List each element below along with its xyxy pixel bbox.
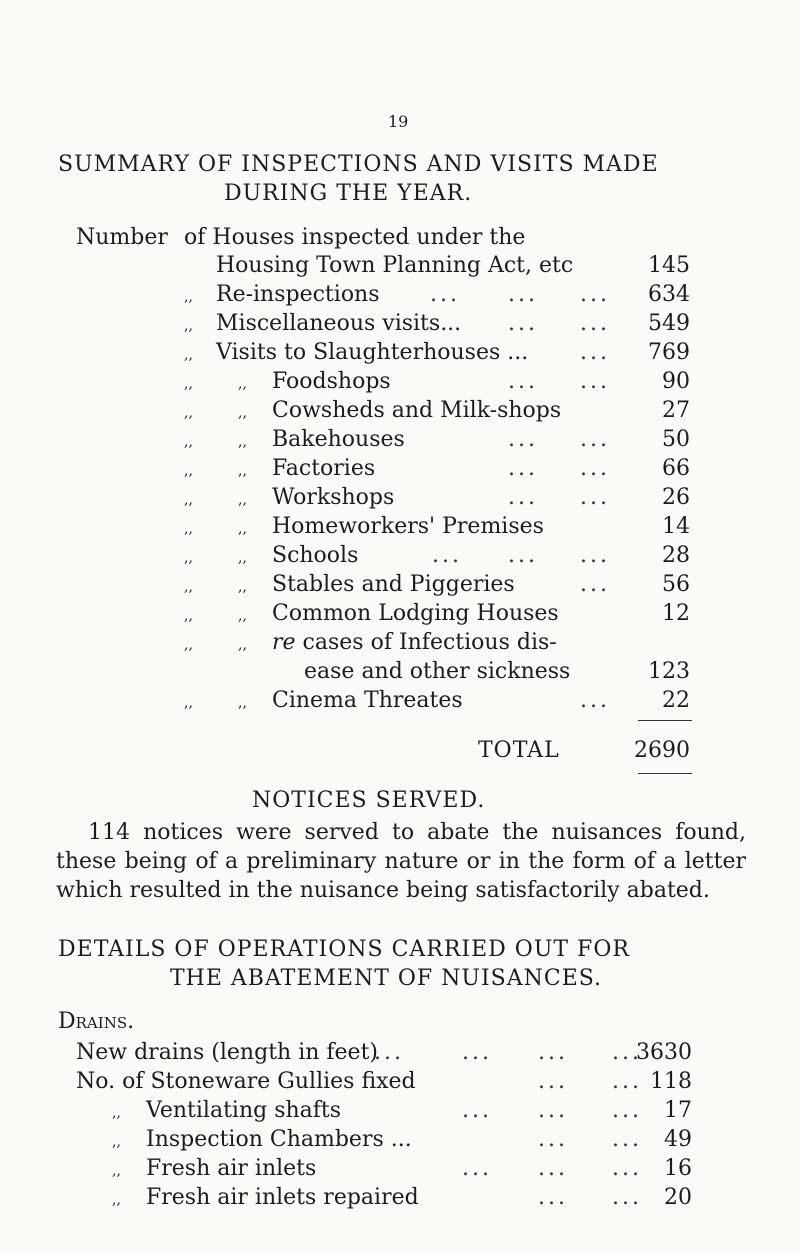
summary-item-label: Miscellaneous visits...: [216, 311, 462, 336]
summary-item-label: Cowsheds and Milk-shops: [272, 398, 562, 423]
summary-item-label-line2: ease and other sickness: [304, 659, 571, 684]
ditto-mark: ,,: [238, 579, 247, 595]
ditto-mark: ,,: [184, 550, 193, 566]
detail-row-value: 3630: [636, 1040, 692, 1065]
details-title-line2: THE ABATEMENT OF NUISANCES.: [170, 966, 603, 991]
summary-title-line2: DURING THE YEAR.: [224, 181, 473, 206]
summary-item-value: 56: [662, 572, 690, 597]
leader-dots: ...: [538, 1098, 568, 1123]
leader-dots: ...: [612, 1156, 642, 1181]
ditto-mark: ,,: [238, 550, 247, 566]
ditto-mark: ,,: [238, 695, 247, 711]
detail-row-value: 16: [664, 1156, 692, 1181]
ditto-mark: ,,: [184, 376, 193, 392]
summary-item-value: 549: [648, 311, 690, 336]
leader-dots: ...: [462, 1156, 492, 1181]
leader-dots: ...: [432, 543, 462, 568]
ditto-mark: ,,: [238, 521, 247, 537]
drains-heading: Drains.: [58, 1009, 135, 1034]
leader-dots: ...: [612, 1040, 642, 1065]
ditto-mark: ,,: [184, 608, 193, 624]
ditto-mark: ,,: [112, 1134, 121, 1150]
ditto-mark: ,,: [238, 492, 247, 508]
leader-dots: ...: [508, 311, 538, 336]
leader-dots: ...: [430, 282, 460, 307]
summary-item-label: Common Lodging Houses: [272, 601, 559, 626]
summary-item-value: 27: [662, 398, 690, 423]
ditto-mark: ,,: [112, 1163, 121, 1179]
leader-dots: ...: [580, 340, 610, 365]
summary-item-label: Homeworkers' Premises: [272, 514, 544, 539]
leader-dots: ...: [508, 456, 538, 481]
ditto-mark: ,,: [238, 405, 247, 421]
leader-dots: ...: [580, 311, 610, 336]
summary-item-label: Stables and Piggeries: [272, 572, 515, 597]
ditto-mark: ,,: [238, 434, 247, 450]
leader-dots: ...: [538, 1069, 568, 1094]
detail-row-value: 17: [664, 1098, 692, 1123]
ditto-mark: ,,: [112, 1105, 121, 1121]
houses-inspected-line2: Housing Town Planning Act, etc: [216, 253, 574, 278]
summary-item-value: 14: [662, 514, 690, 539]
detail-row-value: 20: [664, 1185, 692, 1210]
leader-dots: ...: [612, 1098, 642, 1123]
total-label: TOTAL: [478, 738, 560, 763]
ditto-mark: ,,: [184, 434, 193, 450]
notices-paragraph: 114 notices were served to abate the nuisances found, these being of a preliminary nature or in the form of a letter which resulted in the nuisance being satisfactorily abated.: [56, 820, 746, 903]
notices-title: NOTICES SERVED.: [252, 788, 486, 813]
ditto-mark: ,,: [184, 318, 193, 334]
ditto-mark: ,,: [112, 1192, 121, 1208]
re-prefix: re: [272, 630, 296, 655]
summary-item-label-line1: [272, 630, 557, 655]
ditto-mark: ,,: [238, 608, 247, 624]
houses-inspected-value: 145: [648, 253, 690, 278]
leader-dots: ...: [612, 1127, 642, 1152]
number-label: Number: [76, 225, 168, 250]
ditto-mark: ,,: [184, 347, 193, 363]
leader-dots: ...: [538, 1040, 568, 1065]
total-rule-top: [638, 720, 692, 721]
ditto-mark: ,,: [238, 376, 247, 392]
detail-row-label: New drains (length in feet): [76, 1040, 378, 1065]
total-rule-bottom: [638, 773, 692, 774]
leader-dots: ...: [508, 427, 538, 452]
summary-item-label: Re-inspections: [216, 282, 380, 307]
page-number: 19: [388, 112, 409, 131]
ditto-mark: ,,: [184, 637, 193, 653]
leader-dots: ...: [508, 485, 538, 510]
ditto-mark: ,,: [184, 405, 193, 421]
ditto-mark: ,,: [184, 579, 193, 595]
summary-item-value: 634: [648, 282, 690, 307]
leader-dots: ...: [462, 1040, 492, 1065]
ditto-mark: ,,: [238, 463, 247, 479]
summary-item-value: 12: [662, 601, 690, 626]
summary-item-value: 123: [648, 659, 690, 684]
summary-item-label: Schools: [272, 543, 359, 568]
summary-item-value: 28: [662, 543, 690, 568]
leader-dots: ...: [580, 543, 610, 568]
ditto-mark: ,,: [184, 463, 193, 479]
leader-dots: ...: [612, 1069, 642, 1094]
summary-item-label: Foodshops: [272, 369, 391, 394]
leader-dots: ...: [580, 485, 610, 510]
summary-item-label: Bakehouses: [272, 427, 405, 452]
leader-dots: ...: [538, 1185, 568, 1210]
houses-inspected-line1: of Houses inspected under the: [184, 225, 526, 250]
leader-dots: ...: [580, 688, 610, 713]
details-title-line1: DETAILS OF OPERATIONS CARRIED OUT FOR: [58, 937, 630, 962]
leader-dots: ...: [538, 1127, 568, 1152]
leader-dots: ...: [580, 456, 610, 481]
leader-dots: ...: [580, 369, 610, 394]
leader-dots: ...: [580, 427, 610, 452]
summary-item-value: 90: [662, 369, 690, 394]
summary-item-label: Cinema Threates: [272, 688, 463, 713]
leader-dots: ...: [462, 1098, 492, 1123]
leader-dots: ...: [580, 572, 610, 597]
detail-row-label: Fresh air inlets: [146, 1156, 317, 1181]
leader-dots: ...: [508, 543, 538, 568]
leader-dots: ...: [538, 1156, 568, 1181]
summary-item-value: 66: [662, 456, 690, 481]
summary-item-value: 22: [662, 688, 690, 713]
leader-dots: ...: [508, 282, 538, 307]
summary-item-value: 26: [662, 485, 690, 510]
summary-item-value: 50: [662, 427, 690, 452]
detail-row-label: No. of Stoneware Gullies fixed: [76, 1069, 416, 1094]
ditto-mark: ,,: [238, 637, 247, 653]
infectious-cases-text: cases of Infectious dis-: [295, 630, 557, 655]
detail-row-label: Ventilating shafts: [146, 1098, 342, 1123]
leader-dots: ...: [374, 1040, 404, 1065]
detail-row-value: 49: [664, 1127, 692, 1152]
detail-row-value: 118: [650, 1069, 692, 1094]
summary-item-value: 769: [648, 340, 690, 365]
summary-item-label: Visits to Slaughterhouses ...: [216, 340, 529, 365]
leader-dots: ...: [580, 282, 610, 307]
summary-item-label: Factories: [272, 456, 376, 481]
ditto-mark: ,,: [184, 289, 193, 305]
total-value: 2690: [634, 738, 690, 763]
ditto-mark: ,,: [184, 492, 193, 508]
detail-row-label: Fresh air inlets repaired: [146, 1185, 419, 1210]
ditto-mark: ,,: [184, 695, 193, 711]
detail-row-label: Inspection Chambers ...: [146, 1127, 412, 1152]
leader-dots: ...: [612, 1185, 642, 1210]
summary-title-line1: SUMMARY OF INSPECTIONS AND VISITS MADE: [58, 152, 659, 177]
summary-item-label: Workshops: [272, 485, 395, 510]
ditto-mark: ,,: [184, 521, 193, 537]
leader-dots: ...: [508, 369, 538, 394]
